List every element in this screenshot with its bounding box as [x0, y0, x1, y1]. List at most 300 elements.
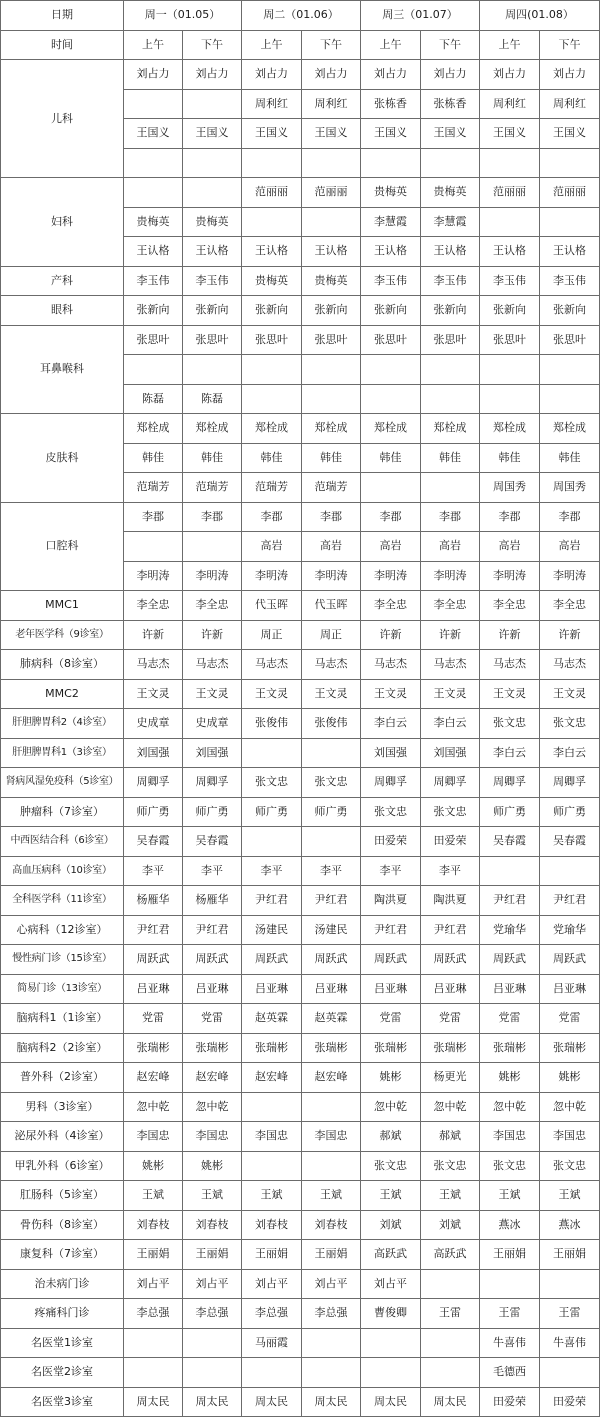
doctor-cell: 张新向: [183, 296, 242, 326]
doctor-cell: [302, 1092, 361, 1122]
doctor-cell: 马志杰: [480, 650, 540, 680]
doctor-cell: 田爱荣: [421, 827, 480, 857]
doctor-cell: 张新向: [540, 296, 600, 326]
doctor-cell: 李全忠: [540, 591, 600, 621]
doctor-cell: 党雷: [361, 1004, 421, 1034]
doctor-cell: [540, 856, 600, 886]
doctor-cell: [421, 1358, 480, 1388]
doctor-cell: 贵梅英: [124, 207, 183, 237]
doctor-cell: 师广勇: [480, 797, 540, 827]
doctor-cell: 陈磊: [124, 384, 183, 414]
doctor-cell: 范丽丽: [480, 178, 540, 208]
doctor-cell: 周卿孚: [540, 768, 600, 798]
table-row: [1, 738, 600, 768]
doctor-cell: 王认格: [124, 237, 183, 267]
doctor-cell: 周利红: [540, 89, 600, 119]
doctor-cell: 燕冰: [480, 1210, 540, 1240]
doctor-cell: 张文忠: [480, 709, 540, 739]
doctor-cell: [302, 827, 361, 857]
doctor-cell: 史成章: [183, 709, 242, 739]
doctor-cell: 周跃武: [361, 945, 421, 975]
table-row: [1, 1299, 600, 1329]
department-name: 名医堂1诊室: [1, 1328, 124, 1358]
doctor-cell: [302, 738, 361, 768]
doctor-cell: [361, 1358, 421, 1388]
table-row: [1, 1092, 600, 1122]
doctor-cell: 周太民: [124, 1387, 183, 1417]
doctor-cell: 李明涛: [480, 561, 540, 591]
doctor-cell: 李总强: [124, 1299, 183, 1329]
doctor-cell: 党雷: [124, 1004, 183, 1034]
doctor-cell: 刘春枝: [183, 1210, 242, 1240]
doctor-cell: 李国忠: [242, 1122, 302, 1152]
doctor-cell: 张思叶: [124, 325, 183, 355]
doctor-cell: 李国忠: [183, 1122, 242, 1152]
doctor-cell: 贵梅英: [183, 207, 242, 237]
doctor-cell: 李明涛: [540, 561, 600, 591]
table-row: [1, 827, 600, 857]
doctor-cell: 王斌: [361, 1181, 421, 1211]
department-name: 老年医学科（9诊室）: [1, 620, 124, 650]
doctor-cell: 李平: [361, 856, 421, 886]
table-row: [1, 502, 600, 532]
table-row: [1, 1063, 600, 1093]
doctor-cell: [302, 148, 361, 178]
doctor-cell: 周卿孚: [183, 768, 242, 798]
doctor-cell: [124, 1358, 183, 1388]
table-row: [1, 1269, 600, 1299]
doctor-cell: [540, 148, 600, 178]
doctor-cell: 王丽娟: [183, 1240, 242, 1270]
doctor-cell: 李平: [183, 856, 242, 886]
doctor-cell: 周卿孚: [421, 768, 480, 798]
doctor-cell: 王丽娟: [540, 1240, 600, 1270]
doctor-cell: 李国忠: [540, 1122, 600, 1152]
doctor-cell: 周太民: [183, 1387, 242, 1417]
doctor-cell: 张文忠: [540, 1151, 600, 1181]
doctor-cell: [124, 355, 183, 385]
doctor-cell: 王国义: [540, 119, 600, 149]
doctor-cell: 吕亚琳: [361, 974, 421, 1004]
doctor-cell: 李平: [242, 856, 302, 886]
table-row: [1, 591, 600, 621]
doctor-cell: 曹俊卿: [361, 1299, 421, 1329]
doctor-cell: 王国义: [302, 119, 361, 149]
doctor-cell: 王雷: [540, 1299, 600, 1329]
doctor-cell: 李玉伟: [480, 266, 540, 296]
department-name: 简易门诊（13诊室）: [1, 974, 124, 1004]
doctor-cell: 刘春枝: [124, 1210, 183, 1240]
doctor-cell: 张文忠: [480, 1151, 540, 1181]
doctor-cell: 许新: [421, 620, 480, 650]
doctor-cell: 周跃武: [480, 945, 540, 975]
doctor-cell: 刘国强: [361, 738, 421, 768]
doctor-cell: 许新: [183, 620, 242, 650]
doctor-cell: 尹红君: [480, 886, 540, 916]
doctor-cell: 王丽娟: [302, 1240, 361, 1270]
doctor-cell: 马志杰: [302, 650, 361, 680]
doctor-cell: 张文忠: [302, 768, 361, 798]
doctor-cell: 王认格: [242, 237, 302, 267]
am-label: 上午: [124, 30, 183, 60]
table-row: [1, 1151, 600, 1181]
doctor-cell: [124, 532, 183, 562]
doctor-cell: 党瑜华: [480, 915, 540, 945]
doctor-cell: 陶洪夏: [361, 886, 421, 916]
doctor-cell: 刘占平: [124, 1269, 183, 1299]
doctor-cell: [480, 1269, 540, 1299]
doctor-cell: 李玉伟: [540, 266, 600, 296]
doctor-cell: 张瑞彬: [421, 1033, 480, 1063]
doctor-cell: 张新向: [242, 296, 302, 326]
doctor-cell: 张俊伟: [242, 709, 302, 739]
doctor-cell: [124, 148, 183, 178]
doctor-cell: 马志杰: [242, 650, 302, 680]
doctor-cell: 高岩: [242, 532, 302, 562]
doctor-cell: 牛喜伟: [540, 1328, 600, 1358]
doctor-cell: 师广勇: [183, 797, 242, 827]
doctor-cell: 忽中乾: [480, 1092, 540, 1122]
doctor-cell: 王文灵: [361, 679, 421, 709]
doctor-cell: 马志杰: [124, 650, 183, 680]
doctor-cell: 李郡: [124, 502, 183, 532]
doctor-cell: 代玉晖: [302, 591, 361, 621]
department-name: MMC1: [1, 591, 124, 621]
doctor-cell: 刘占平: [302, 1269, 361, 1299]
doctor-cell: [540, 207, 600, 237]
doctor-cell: 吴春霞: [183, 827, 242, 857]
doctor-cell: [361, 355, 421, 385]
table-row: [1, 886, 600, 916]
doctor-cell: 李玉伟: [421, 266, 480, 296]
doctor-cell: [242, 148, 302, 178]
doctor-cell: 韩佳: [421, 443, 480, 473]
doctor-cell: 张新向: [480, 296, 540, 326]
doctor-cell: 吕亚琳: [183, 974, 242, 1004]
department-name: 男科（3诊室）: [1, 1092, 124, 1122]
doctor-cell: 韩佳: [302, 443, 361, 473]
doctor-cell: 刘占力: [540, 60, 600, 90]
department-name: 产科: [1, 266, 124, 296]
doctor-cell: [124, 89, 183, 119]
doctor-cell: 张文忠: [421, 797, 480, 827]
department-name: 疼痛科门诊: [1, 1299, 124, 1329]
doctor-cell: 王文灵: [540, 679, 600, 709]
doctor-cell: 王文灵: [421, 679, 480, 709]
doctor-cell: 张瑞彬: [183, 1033, 242, 1063]
doctor-cell: [540, 1358, 600, 1388]
doctor-cell: [242, 355, 302, 385]
doctor-cell: 李郡: [242, 502, 302, 532]
doctor-cell: 高岩: [421, 532, 480, 562]
doctor-cell: 吕亚琳: [302, 974, 361, 1004]
doctor-cell: 范丽丽: [540, 178, 600, 208]
doctor-cell: 李郡: [302, 502, 361, 532]
header-row-time: [1, 30, 600, 60]
doctor-cell: [242, 738, 302, 768]
doctor-cell: [302, 1358, 361, 1388]
doctor-cell: 李国忠: [480, 1122, 540, 1152]
doctor-cell: 张栋香: [421, 89, 480, 119]
department-name: 慢性病门诊（15诊室）: [1, 945, 124, 975]
doctor-cell: 韩佳: [540, 443, 600, 473]
doctor-cell: 周国秀: [540, 473, 600, 503]
doctor-cell: [540, 1269, 600, 1299]
doctor-cell: 李慧霞: [361, 207, 421, 237]
doctor-cell: 毛德西: [480, 1358, 540, 1388]
doctor-cell: 周利红: [302, 89, 361, 119]
am-label: 上午: [480, 30, 540, 60]
table-row: [1, 1122, 600, 1152]
doctor-cell: 张瑞彬: [302, 1033, 361, 1063]
doctor-cell: 王雷: [480, 1299, 540, 1329]
doctor-cell: 赵宏峰: [302, 1063, 361, 1093]
doctor-cell: [302, 384, 361, 414]
doctor-cell: 刘春枝: [242, 1210, 302, 1240]
doctor-cell: 赵英霖: [242, 1004, 302, 1034]
doctor-cell: 高跃武: [421, 1240, 480, 1270]
doctor-cell: [124, 1328, 183, 1358]
doctor-cell: [480, 355, 540, 385]
doctor-cell: 尹红君: [421, 915, 480, 945]
doctor-cell: 周跃武: [183, 945, 242, 975]
doctor-cell: 王丽娟: [242, 1240, 302, 1270]
doctor-cell: 郑栓成: [183, 414, 242, 444]
doctor-cell: 李郡: [480, 502, 540, 532]
doctor-cell: 吕亚琳: [421, 974, 480, 1004]
doctor-cell: 范瑞芳: [124, 473, 183, 503]
doctor-cell: 范瑞芳: [242, 473, 302, 503]
doctor-cell: 王斌: [302, 1181, 361, 1211]
doctor-cell: 忽中乾: [361, 1092, 421, 1122]
doctor-cell: 刘占平: [242, 1269, 302, 1299]
doctor-cell: 杨雁华: [124, 886, 183, 916]
doctor-cell: [302, 1151, 361, 1181]
doctor-cell: 党瑜华: [540, 915, 600, 945]
doctor-cell: 王认格: [540, 237, 600, 267]
doctor-cell: 王丽娟: [480, 1240, 540, 1270]
doctor-cell: 李总强: [183, 1299, 242, 1329]
day-thursday: 周四(01.08）: [480, 1, 600, 31]
doctor-cell: 张文忠: [540, 709, 600, 739]
doctor-cell: [124, 178, 183, 208]
doctor-cell: 忽中乾: [124, 1092, 183, 1122]
department-name: 名医堂2诊室: [1, 1358, 124, 1388]
doctor-cell: 姚彬: [361, 1063, 421, 1093]
pm-label: 下午: [183, 30, 242, 60]
doctor-cell: 王丽娟: [124, 1240, 183, 1270]
doctor-cell: 代玉晖: [242, 591, 302, 621]
doctor-cell: 李平: [302, 856, 361, 886]
doctor-cell: 李明涛: [242, 561, 302, 591]
doctor-cell: 李平: [124, 856, 183, 886]
doctor-cell: 吕亚琳: [480, 974, 540, 1004]
doctor-cell: 许新: [361, 620, 421, 650]
doctor-cell: 吕亚琳: [124, 974, 183, 1004]
doctor-cell: 张瑞彬: [242, 1033, 302, 1063]
doctor-cell: 王文灵: [124, 679, 183, 709]
table-row: [1, 266, 600, 296]
doctor-cell: 姚彬: [183, 1151, 242, 1181]
doctor-cell: 师广勇: [124, 797, 183, 827]
doctor-cell: 李全忠: [183, 591, 242, 621]
department-name: 儿科: [1, 60, 124, 178]
doctor-cell: 张瑞彬: [361, 1033, 421, 1063]
doctor-cell: 王文灵: [480, 679, 540, 709]
doctor-cell: 张思叶: [361, 325, 421, 355]
doctor-cell: 许新: [480, 620, 540, 650]
doctor-cell: 范瑞芳: [183, 473, 242, 503]
doctor-cell: 王斌: [540, 1181, 600, 1211]
doctor-cell: 许新: [540, 620, 600, 650]
doctor-cell: 党雷: [183, 1004, 242, 1034]
doctor-cell: 王认格: [183, 237, 242, 267]
doctor-cell: 韩佳: [361, 443, 421, 473]
doctor-cell: 党雷: [421, 1004, 480, 1034]
doctor-cell: [183, 148, 242, 178]
doctor-cell: 李国忠: [302, 1122, 361, 1152]
doctor-cell: [242, 1092, 302, 1122]
department-name: 康复科（7诊室）: [1, 1240, 124, 1270]
doctor-cell: 赵英霖: [302, 1004, 361, 1034]
doctor-cell: 王文灵: [183, 679, 242, 709]
doctor-cell: 周卿孚: [480, 768, 540, 798]
department-name: 名医堂3诊室: [1, 1387, 124, 1417]
doctor-cell: 王认格: [480, 237, 540, 267]
doctor-cell: 张新向: [361, 296, 421, 326]
doctor-cell: 尹红君: [361, 915, 421, 945]
doctor-cell: 张思叶: [421, 325, 480, 355]
table-row: [1, 620, 600, 650]
department-name: 肾病风湿免疫科（5诊室）: [1, 768, 124, 798]
doctor-cell: 周正: [302, 620, 361, 650]
doctor-cell: 师广勇: [540, 797, 600, 827]
doctor-cell: 郑栓成: [361, 414, 421, 444]
department-name: 脑病科1（1诊室）: [1, 1004, 124, 1034]
doctor-cell: 刘占力: [183, 60, 242, 90]
doctor-cell: [421, 1269, 480, 1299]
doctor-cell: 吕亚琳: [540, 974, 600, 1004]
day-monday: 周一（01.05）: [124, 1, 242, 31]
doctor-cell: 尹红君: [242, 886, 302, 916]
doctor-cell: 张思叶: [480, 325, 540, 355]
doctor-cell: 史成章: [124, 709, 183, 739]
table-row: [1, 1328, 600, 1358]
department-name: 肝胆脾胃科2（4诊室）: [1, 709, 124, 739]
table-row: [1, 1033, 600, 1063]
am-label: 上午: [361, 30, 421, 60]
doctor-cell: 张文忠: [242, 768, 302, 798]
doctor-cell: 张瑞彬: [124, 1033, 183, 1063]
table-row: [1, 915, 600, 945]
doctor-cell: [421, 148, 480, 178]
am-label: 上午: [242, 30, 302, 60]
doctor-cell: 刘占力: [421, 60, 480, 90]
doctor-cell: 陈磊: [183, 384, 242, 414]
doctor-cell: [361, 473, 421, 503]
doctor-cell: 马志杰: [361, 650, 421, 680]
doctor-cell: 周太民: [302, 1387, 361, 1417]
table-row: [1, 325, 600, 355]
doctor-cell: 王斌: [421, 1181, 480, 1211]
table-row: [1, 1358, 600, 1388]
doctor-cell: 周跃武: [421, 945, 480, 975]
doctor-cell: 李明涛: [183, 561, 242, 591]
doctor-cell: 周跃武: [124, 945, 183, 975]
doctor-cell: 周太民: [421, 1387, 480, 1417]
department-name: 肛肠科（5诊室）: [1, 1181, 124, 1211]
doctor-cell: 郑栓成: [480, 414, 540, 444]
doctor-cell: 刘占力: [124, 60, 183, 90]
department-name: 耳鼻喉科: [1, 325, 124, 414]
doctor-cell: 韩佳: [480, 443, 540, 473]
table-row: [1, 1240, 600, 1270]
doctor-cell: 王国义: [183, 119, 242, 149]
doctor-cell: 忽中乾: [183, 1092, 242, 1122]
table-row: [1, 178, 600, 208]
doctor-cell: 尹红君: [540, 886, 600, 916]
department-name: 眼科: [1, 296, 124, 326]
doctor-cell: 刘占力: [361, 60, 421, 90]
doctor-cell: 李玉伟: [361, 266, 421, 296]
doctor-cell: [242, 1151, 302, 1181]
doctor-cell: 姚彬: [540, 1063, 600, 1093]
doctor-cell: 李白云: [361, 709, 421, 739]
doctor-cell: 韩佳: [242, 443, 302, 473]
doctor-cell: 王国义: [361, 119, 421, 149]
table-row: [1, 974, 600, 1004]
doctor-cell: 吴春霞: [480, 827, 540, 857]
doctor-cell: 张思叶: [302, 325, 361, 355]
doctor-cell: 周跃武: [540, 945, 600, 975]
doctor-cell: 李白云: [421, 709, 480, 739]
doctor-cell: 贵梅英: [421, 178, 480, 208]
doctor-cell: [183, 532, 242, 562]
doctor-cell: [242, 207, 302, 237]
department-name: MMC2: [1, 679, 124, 709]
doctor-cell: 韩佳: [183, 443, 242, 473]
doctor-cell: 张思叶: [183, 325, 242, 355]
doctor-cell: [242, 1358, 302, 1388]
department-name: 泌尿外科（4诊室）: [1, 1122, 124, 1152]
doctor-cell: 张思叶: [540, 325, 600, 355]
doctor-cell: 周卿孚: [361, 768, 421, 798]
doctor-cell: 范丽丽: [242, 178, 302, 208]
doctor-cell: 李明涛: [302, 561, 361, 591]
table-row: [1, 1210, 600, 1240]
doctor-cell: [421, 473, 480, 503]
doctor-cell: 田爱荣: [540, 1387, 600, 1417]
doctor-cell: 刘占平: [183, 1269, 242, 1299]
doctor-cell: 吕亚琳: [242, 974, 302, 1004]
doctor-cell: [480, 148, 540, 178]
doctor-cell: 王国义: [124, 119, 183, 149]
doctor-cell: 尹红君: [183, 915, 242, 945]
doctor-cell: 王斌: [124, 1181, 183, 1211]
department-name: 肿瘤科（7诊室）: [1, 797, 124, 827]
doctor-cell: 周利红: [242, 89, 302, 119]
doctor-cell: 党雷: [480, 1004, 540, 1034]
doctor-cell: [480, 384, 540, 414]
doctor-cell: 高跃武: [361, 1240, 421, 1270]
doctor-cell: [421, 355, 480, 385]
doctor-cell: [361, 1328, 421, 1358]
department-name: 心病科（12诊室）: [1, 915, 124, 945]
doctor-cell: 李明涛: [124, 561, 183, 591]
table-row: [1, 414, 600, 444]
doctor-cell: 李慧霞: [421, 207, 480, 237]
doctor-cell: 许新: [124, 620, 183, 650]
